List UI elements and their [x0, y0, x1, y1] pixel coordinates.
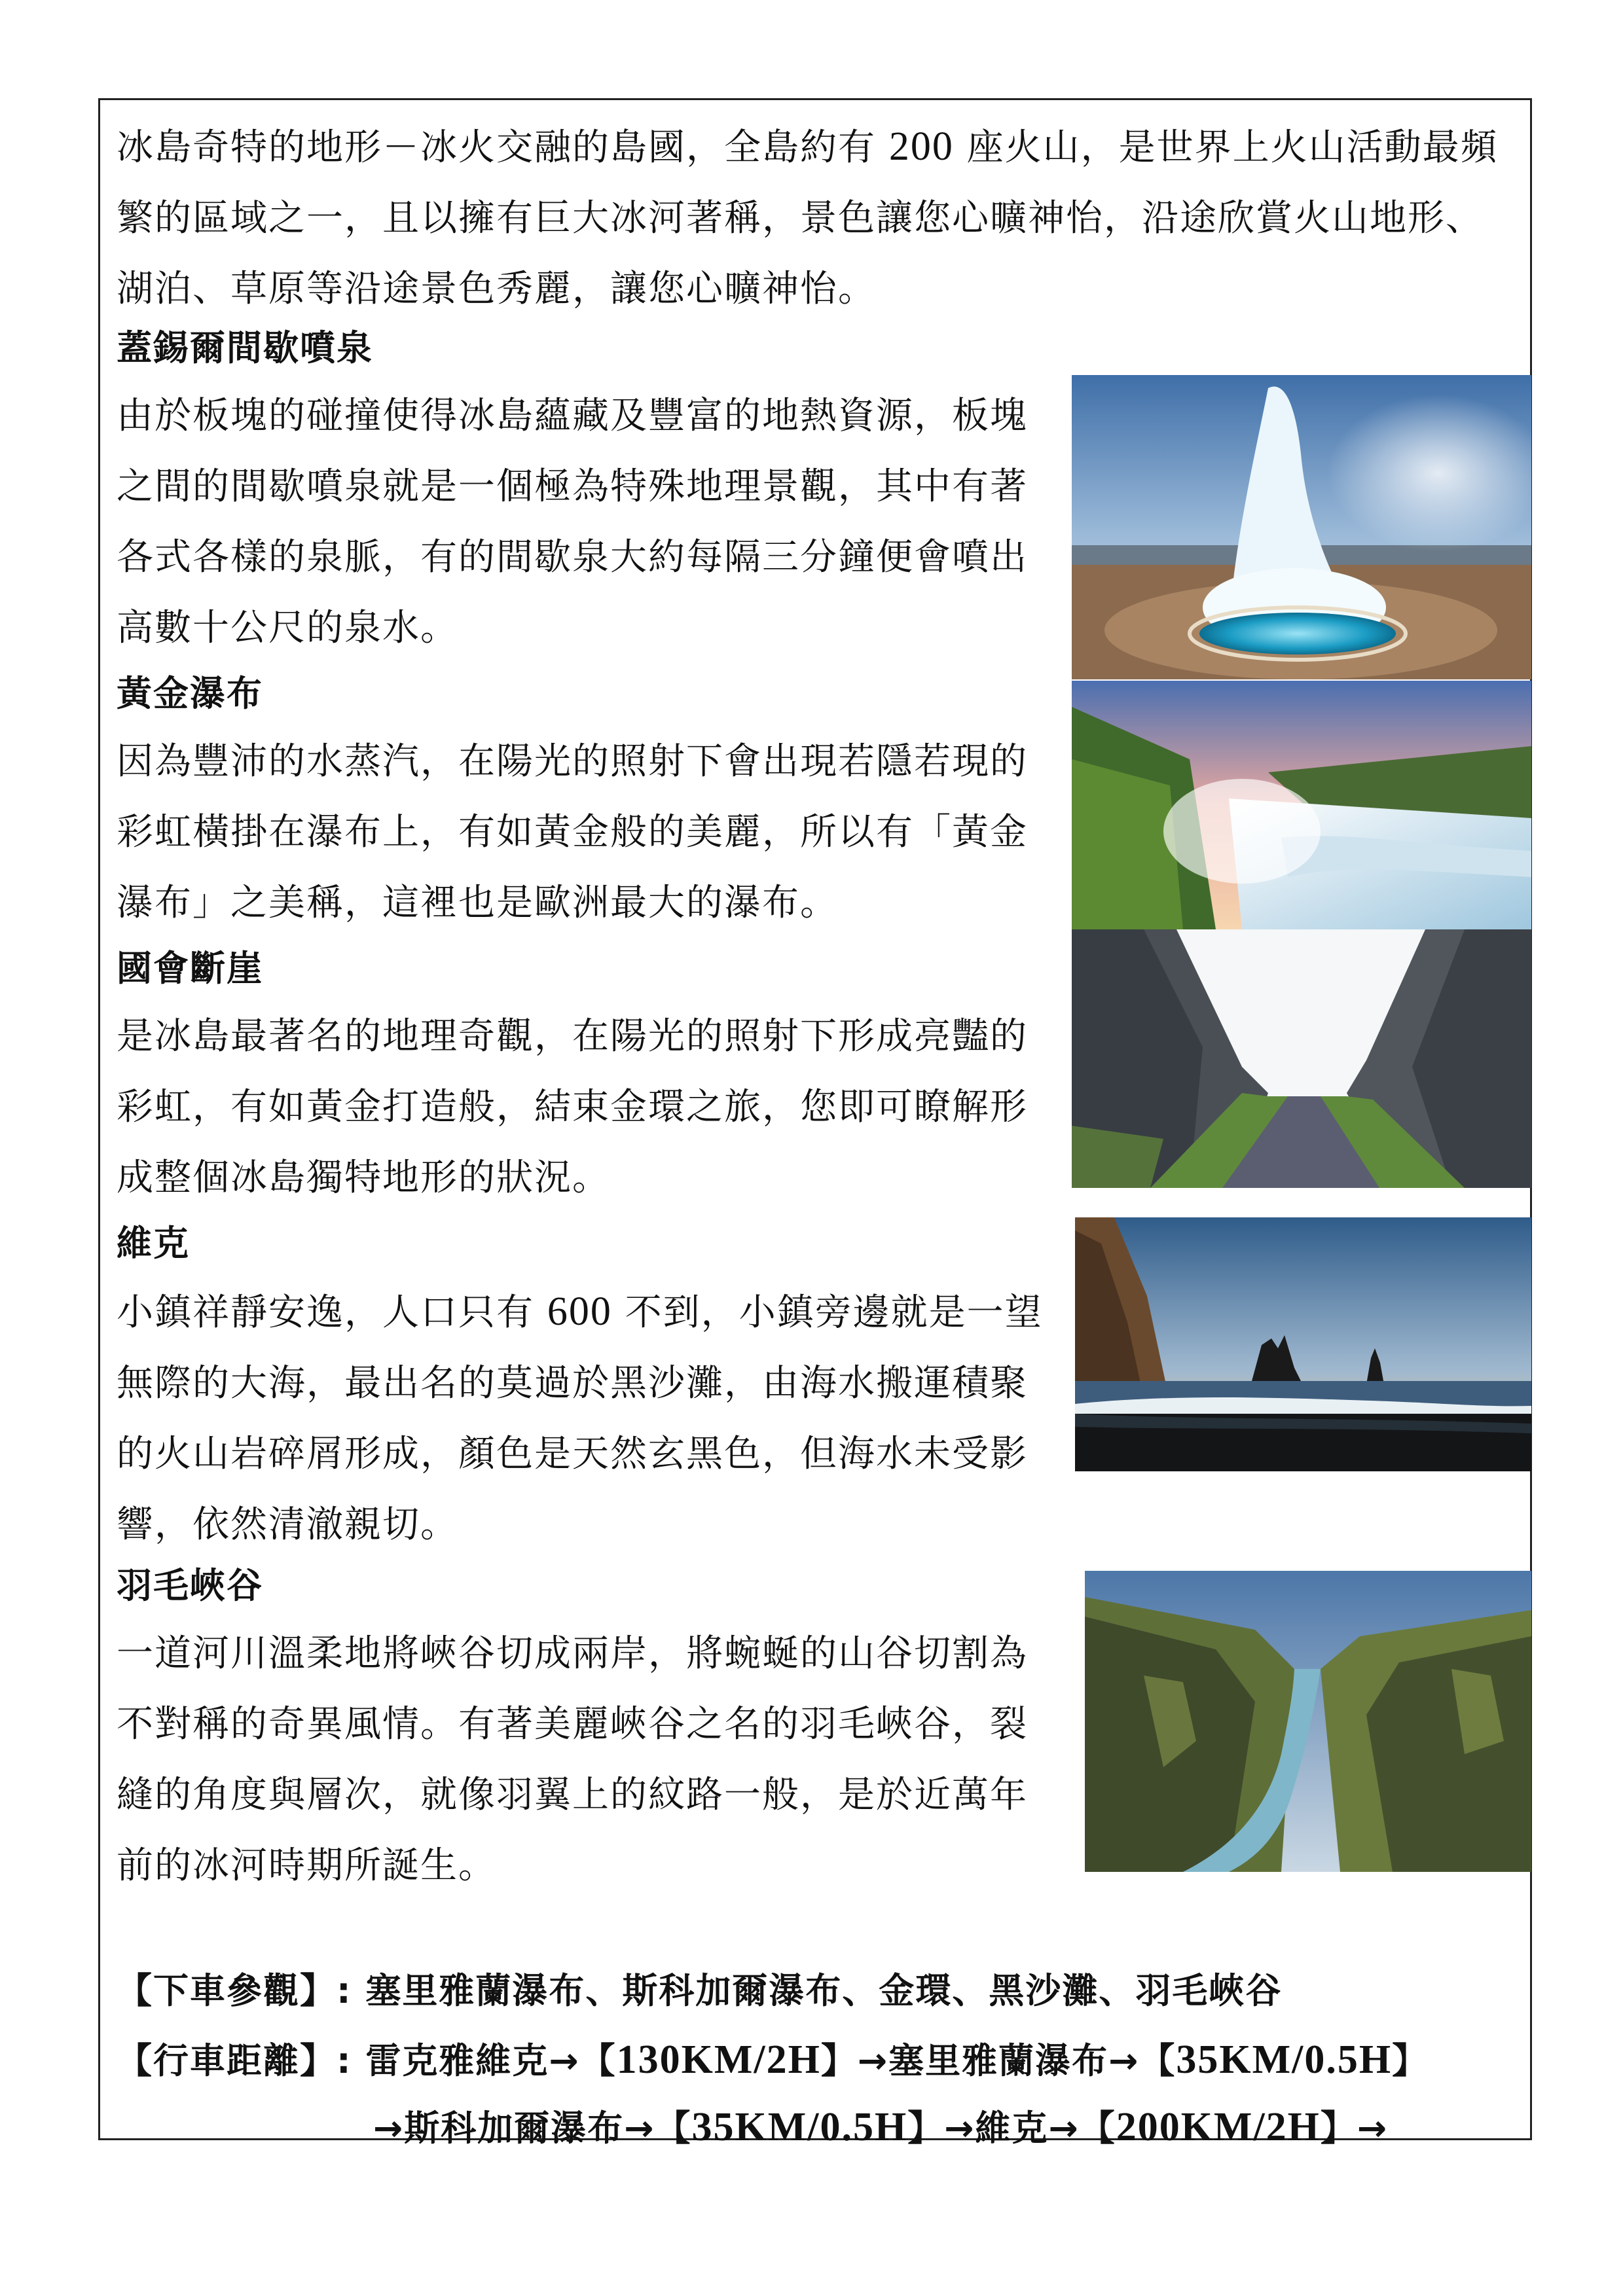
gullfoss-line: 瀑布」之美稱，這裡也是歐洲最大的瀑布。 — [117, 882, 838, 924]
gullfoss-line: 因為豐沛的水蒸汽，在陽光的照射下會出現若隱若現的 — [117, 740, 1028, 783]
distance-value: 35KM/0.5H — [691, 2105, 908, 2149]
intro-block — [117, 111, 1511, 325]
canyon-photo — [1085, 1571, 1531, 1872]
distance-value: 35KM/0.5H — [1176, 2037, 1393, 2082]
fjadrargljufur-line: 不對稱的奇異風情。有著美麗峽谷之名的羽毛峽谷，裂 — [117, 1703, 1028, 1746]
geysir-line: 各式各樣的泉脈，有的間歇泉大約每隔三分鐘便會噴出 — [117, 536, 1028, 579]
waterfall-photo — [1072, 681, 1531, 929]
intro-line-2: 繁的區域之一，且以擁有巨大冰河著稱，景色讓您心曠神怡，沿途欣賞火山地形、 — [117, 197, 1484, 240]
distance-value: 130KM/2H — [616, 2037, 821, 2082]
sightseeing-label: 【下車參觀】: — [117, 1970, 352, 2011]
fjadrargljufur-heading: 羽毛峽谷 — [117, 1565, 263, 1606]
rift-canyon-photo — [1072, 929, 1531, 1188]
thingvellir-heading: 國會斷崖 — [117, 948, 263, 989]
intro-line-3: 湖泊、草原等沿途景色秀麗，讓您心曠神怡。 — [117, 268, 876, 310]
fjadrargljufur-line: 縫的角度與層次，就像羽翼上的紋路一般，是於近萬年 — [117, 1774, 1028, 1816]
summary-sightseeing — [117, 1957, 1518, 2025]
black-sand-beach-photo — [1075, 1217, 1531, 1471]
distance-value: 200KM/2H — [1116, 2105, 1321, 2149]
geysir-line: 由於板塊的碰撞使得冰島蘊藏及豐富的地熱資源，板塊 — [117, 395, 1028, 437]
gullfoss-heading: 黃金瀑布 — [117, 673, 263, 714]
vik-line: 響，依然清澈親切。 — [117, 1503, 458, 1546]
fjadrargljufur-line: 前的冰河時期所誕生。 — [117, 1844, 496, 1887]
summary-distance-line-1: 【行車距離】: 雷克雅維克→【130KM/2H】→塞里雅蘭瀑布→【35KM/0.5H】 — [117, 2037, 1429, 2082]
vik-line: 的火山岩碎屑形成，顏色是天然玄黑色，但海水未受影 — [117, 1433, 1028, 1475]
geysir-photo — [1072, 375, 1531, 679]
sightseeing-value: 塞里雅蘭瀑布、斯科加爾瀑布、金環、黑沙灘、羽毛峽谷 — [365, 1970, 1283, 2011]
intro-line-1: 冰島奇特的地形－冰火交融的島國，全島約有 200 座火山，是世界上火山活動最頻 — [117, 124, 1499, 169]
thingvellir-line: 彩虹，有如黃金打造般，結束金環之旅，您即可瞭解形 — [117, 1086, 1028, 1128]
thingvellir-line: 成整個冰島獨特地形的狀況。 — [117, 1157, 610, 1199]
geysir-line: 之間的間歇噴泉就是一個極為特殊地理景觀，其中有著 — [117, 465, 1028, 508]
thingvellir-line: 是冰島最著名的地理奇觀，在陽光的照射下形成亮豔的 — [117, 1015, 1028, 1058]
fjadrargljufur-line: 一道河川溫柔地將峽谷切成兩岸，將蜿蜒的山谷切割為 — [117, 1632, 1028, 1675]
vik-line: 小鎮祥靜安逸，人口只有 600 不到，小鎮旁邊就是一望 — [117, 1289, 1043, 1334]
geysir-heading: 蓋錫爾間歇噴泉 — [117, 327, 373, 368]
geysir-line: 高數十公尺的泉水。 — [117, 607, 458, 649]
summary-distance-line-2: →斯科加爾瀑布→【35KM/0.5H】→維克→【200KM/2H】→ — [373, 2105, 1389, 2149]
vik-line: 無際的大海，最出名的莫過於黑沙灘，由海水搬運積聚 — [117, 1362, 1028, 1405]
vik-heading: 維克 — [117, 1223, 190, 1264]
gullfoss-line: 彩虹橫掛在瀑布上，有如黃金般的美麗，所以有「黃金 — [117, 811, 1028, 853]
distance-label: 【行車距離】: — [117, 2040, 352, 2081]
